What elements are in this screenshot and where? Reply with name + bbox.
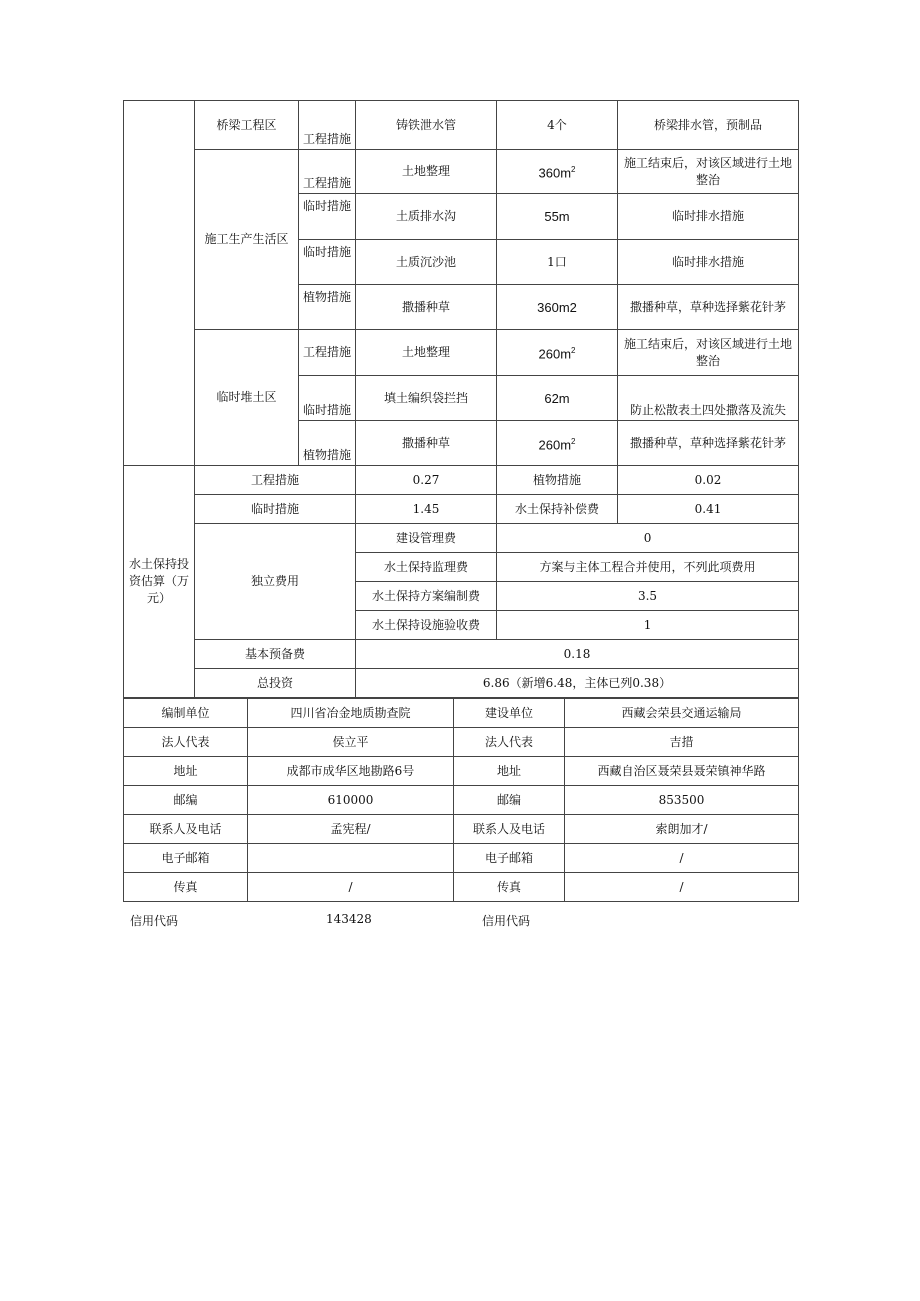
measure-qty (497, 421, 618, 466)
measures-and-investment-table (123, 100, 799, 698)
qty-value: 260m (538, 346, 572, 362)
independent-cost-label: 独立费用 (195, 524, 356, 640)
measure-note: 临时排水措施 (618, 194, 799, 240)
fee-name: 建设管理费 (356, 524, 497, 553)
blank-area-cell (124, 101, 195, 466)
table-row (124, 330, 799, 376)
credit-code-value-1: 143428 (326, 912, 372, 926)
field-value: 孟宪程/ (248, 815, 454, 844)
measure-note: 施工结束后，对该区域进行土地整治 (618, 330, 799, 376)
measure-item: 土质沉沙池 (356, 240, 497, 285)
measure-type: 工程措施 (299, 101, 356, 150)
field-label: 法人代表 (454, 728, 565, 757)
table-row (124, 757, 799, 786)
fee-name: 水土保持监理费 (356, 553, 497, 582)
table-row (124, 728, 799, 757)
field-label: 建设单位 (454, 699, 565, 728)
table-row (124, 466, 799, 495)
measure-item: 土质排水沟 (356, 194, 497, 240)
measure-type: 工程措施 (299, 330, 356, 376)
reserve-label: 基本预备费 (195, 640, 356, 669)
table-row (124, 495, 799, 524)
field-value: 四川省冶金地质勘查院 (248, 699, 454, 728)
cost-label: 工程措施 (195, 466, 356, 495)
measure-type: 临时措施 (299, 194, 356, 240)
measure-note: 撒播种草，草种选择紫花针茅 (618, 285, 799, 330)
area-name: 施工生产生活区 (195, 150, 299, 330)
field-label: 地址 (124, 757, 248, 786)
measure-note: 施工结束后，对该区域进行土地整治 (618, 150, 799, 194)
measure-qty (497, 330, 618, 376)
field-value: 西藏会荣县交通运输局 (565, 699, 799, 728)
cost-label: 临时措施 (195, 495, 356, 524)
table-row (124, 699, 799, 728)
area-name: 桥梁工程区 (195, 101, 299, 150)
qty-exponent: 2 (571, 436, 576, 446)
table-row (124, 873, 799, 902)
measure-qty: 55m (497, 194, 618, 240)
cost-value: 0.41 (618, 495, 799, 524)
measure-item: 撒播种草 (356, 421, 497, 466)
fee-value: 方案与主体工程合并使用，不列此项费用 (497, 553, 799, 582)
area-name: 临时堆土区 (195, 330, 299, 466)
credit-code-label-1: 信用代码 (130, 914, 179, 928)
measure-note: 撒播种草，草种选择紫花针茅 (618, 421, 799, 466)
measure-qty: 360m2 (497, 285, 618, 330)
fee-name: 水土保持设施验收费 (356, 611, 497, 640)
measure-item: 土地整理 (356, 150, 497, 194)
table-row (124, 640, 799, 669)
measure-qty: 1口 (497, 240, 618, 285)
credit-code-label-2: 信用代码 (482, 914, 531, 928)
qty-value: 260m (538, 437, 572, 453)
field-value: 吉措 (565, 728, 799, 757)
fee-name: 水土保持方案编制费 (356, 582, 497, 611)
investment-label: 水土保持投资估算（万元） (124, 466, 195, 698)
measure-qty: 62m (497, 376, 618, 421)
table-row (124, 524, 799, 553)
cost-label: 植物措施 (497, 466, 618, 495)
reserve-value: 0.18 (356, 640, 799, 669)
measure-type: 植物措施 (299, 421, 356, 466)
field-value: / (565, 873, 799, 902)
field-value: 西藏自治区聂荣县聂荣镇神华路 (565, 757, 799, 786)
contacts-table (123, 698, 799, 902)
field-label: 联系人及电话 (454, 815, 565, 844)
measure-type: 临时措施 (299, 240, 356, 285)
field-label: 邮编 (454, 786, 565, 815)
field-label: 电子邮箱 (454, 844, 565, 873)
measure-item: 填土编织袋拦挡 (356, 376, 497, 421)
measure-item: 撒播种草 (356, 285, 497, 330)
qty-value: 360m (538, 165, 572, 181)
table-row (124, 669, 799, 698)
cost-value: 0.02 (618, 466, 799, 495)
cost-label: 水土保持补偿费 (497, 495, 618, 524)
table-row (124, 150, 799, 194)
table-row (124, 101, 799, 150)
total-label: 总投资 (195, 669, 356, 698)
measure-qty (497, 150, 618, 194)
measure-note: 临时排水措施 (618, 240, 799, 285)
field-value: / (248, 873, 454, 902)
field-value: 成都市成华区地勘路6号 (248, 757, 454, 786)
field-value: 610000 (248, 786, 454, 815)
field-value: 索朗加才/ (565, 815, 799, 844)
field-value: 853500 (565, 786, 799, 815)
field-label: 传真 (124, 873, 248, 902)
measure-type: 植物措施 (299, 285, 356, 330)
total-value: 6.86（新增6.48，主体已列0.38） (356, 669, 799, 698)
measure-item: 土地整理 (356, 330, 497, 376)
field-value (248, 844, 454, 873)
measure-note: 防止松散表土四处撒落及流失 (618, 376, 799, 421)
field-label: 编制单位 (124, 699, 248, 728)
fee-value: 3.5 (497, 582, 799, 611)
table-row (124, 815, 799, 844)
fee-value: 1 (497, 611, 799, 640)
cost-value: 1.45 (356, 495, 497, 524)
measure-qty: 4个 (497, 101, 618, 150)
field-label: 联系人及电话 (124, 815, 248, 844)
field-value: / (565, 844, 799, 873)
measure-item: 铸铁泄水管 (356, 101, 497, 150)
cost-value: 0.27 (356, 466, 497, 495)
fee-value: 0 (497, 524, 799, 553)
table-row (124, 786, 799, 815)
field-label: 电子邮箱 (124, 844, 248, 873)
measure-type: 工程措施 (299, 150, 356, 194)
field-label: 邮编 (124, 786, 248, 815)
field-label: 地址 (454, 757, 565, 786)
qty-exponent: 2 (571, 165, 576, 175)
field-value: 侯立平 (248, 728, 454, 757)
field-label: 传真 (454, 873, 565, 902)
field-label: 法人代表 (124, 728, 248, 757)
qty-exponent: 2 (571, 346, 576, 356)
measure-note: 桥梁排水管，预制品 (618, 101, 799, 150)
table-row (124, 844, 799, 873)
measure-type: 临时措施 (299, 376, 356, 421)
